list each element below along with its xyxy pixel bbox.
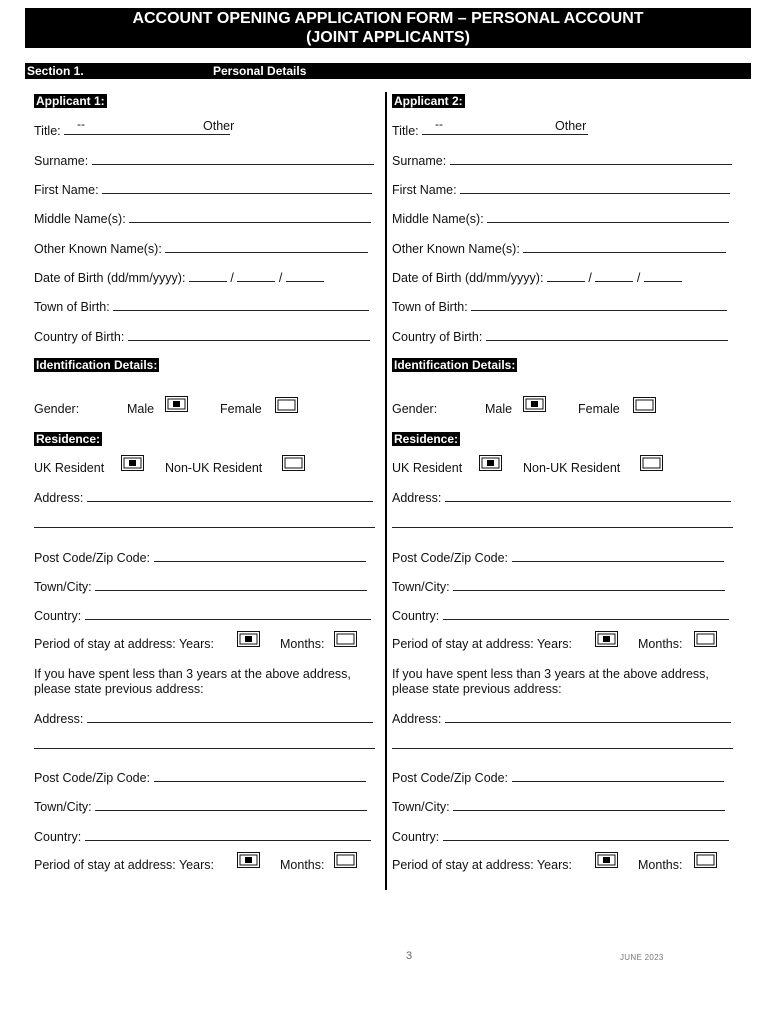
applicant-1-country-label: Country: <box>34 609 82 623</box>
applicant-2-prev-address-line-2[interactable] <box>392 748 733 749</box>
applicant-2-dob-dd-input[interactable] <box>547 270 585 282</box>
applicant-2-first-name-label: First Name: <box>392 183 457 197</box>
applicant-1-uk-resident-checkbox-mark <box>129 460 136 466</box>
applicant-1-title-other: Other <box>203 119 235 133</box>
applicant-1-postcode-input[interactable] <box>154 550 366 562</box>
applicant-2-town-birth-label: Town of Birth: <box>392 300 468 314</box>
applicant-1-prev-town-city-label: Town/City: <box>34 800 92 814</box>
applicant-1-first-name-field <box>34 182 372 198</box>
applicant-2-other-names-input[interactable] <box>523 241 726 253</box>
applicant-1-middle-names-input[interactable] <box>129 211 371 223</box>
applicant-1-prev-address-label: Address: <box>34 712 84 726</box>
applicant-2-prev-town-city-input[interactable] <box>453 799 725 811</box>
applicant-1-surname-field <box>34 153 374 169</box>
applicant-1-prev-address-input[interactable] <box>87 711 373 723</box>
applicant-2-surname-label: Surname: <box>392 154 447 168</box>
applicant-1-town-birth-field <box>34 299 369 315</box>
applicant-2-first-name-field <box>392 182 730 198</box>
applicant-2-country-birth-label: Country of Birth: <box>392 330 483 344</box>
applicant-2-gender-label: Gender: <box>392 402 438 416</box>
applicant-1-uk-resident-checkbox[interactable] <box>121 455 144 471</box>
applicant-1-middle-names-field <box>34 211 371 227</box>
applicant-1-prev-period-years-box[interactable] <box>237 852 260 868</box>
applicant-2-female-label: Female <box>578 402 620 416</box>
applicant-2-prev-country-field <box>392 829 729 845</box>
applicant-2-country-label: Country: <box>392 609 440 623</box>
applicant-1-column <box>34 0 384 1024</box>
applicant-2-town-city-label: Town/City: <box>392 580 450 594</box>
applicant-2-prev-period-years-box-mark <box>603 857 610 863</box>
applicant-2-address-line-2[interactable] <box>392 527 733 528</box>
applicant-1-town-city-input[interactable] <box>95 579 367 591</box>
column-divider <box>385 92 387 890</box>
applicant-2-prev-period-months-label: Months: <box>638 858 683 872</box>
applicant-2-prev-period-years-label: Period of stay at address: Years: <box>392 858 572 872</box>
applicant-1-period-years-box[interactable] <box>237 631 260 647</box>
applicant-2-uk-resident-label: UK Resident <box>392 461 463 475</box>
applicant-1-prev-period-years-box-mark <box>245 857 252 863</box>
applicant-1-prev-country-input[interactable] <box>85 829 371 841</box>
applicant-2-prev-address-field <box>392 711 731 727</box>
applicant-2-prev-town-city-label: Town/City: <box>392 800 450 814</box>
applicant-2-prev-period-years-box[interactable] <box>595 852 618 868</box>
applicant-2-surname-input[interactable] <box>450 153 732 165</box>
applicant-1-surname-label: Surname: <box>34 154 89 168</box>
applicant-1-dob-label: Date of Birth (dd/mm/yyyy): <box>34 271 186 285</box>
applicant-1-country-birth-field <box>34 329 370 345</box>
applicant-2-prev-town-city-field <box>392 799 725 815</box>
applicant-1-prev-country-label: Country: <box>34 830 82 844</box>
applicant-1-middle-names-label: Middle Name(s): <box>34 212 126 226</box>
applicant-2-prev-address-input[interactable] <box>445 711 731 723</box>
applicant-1-prev-period-months-box[interactable] <box>334 852 357 868</box>
applicant-2-postcode-label: Post Code/Zip Code: <box>392 551 509 565</box>
applicant-2-prev-address-label: Address: <box>392 712 442 726</box>
applicant-1-id-heading: Identification Details: <box>36 358 158 372</box>
applicant-2-town-birth-field <box>392 299 727 315</box>
applicant-1-other-names-field <box>34 241 368 257</box>
applicant-1-first-name-label: First Name: <box>34 183 99 197</box>
applicant-2-female-checkbox[interactable] <box>633 397 656 413</box>
applicant-1-uk-resident-label: UK Resident <box>34 461 105 475</box>
applicant-1-town-city-field <box>34 579 367 595</box>
applicant-1-period-years-box-mark <box>245 636 252 642</box>
applicant-2-address-field <box>392 490 731 506</box>
applicant-1-dob-mm-input[interactable] <box>237 270 275 282</box>
applicant-1-other-names-label: Other Known Name(s): <box>34 242 162 256</box>
applicant-1-prev-postcode-field <box>34 770 366 786</box>
applicant-1-prev-period-months-label: Months: <box>280 858 325 872</box>
applicant-1-period-years-label: Period of stay at address: Years: <box>34 637 214 651</box>
applicant-2-town-city-input[interactable] <box>453 579 725 591</box>
applicant-2-prev-country-label: Country: <box>392 830 440 844</box>
applicant-1-dob-field: Date of Birth (dd/mm/yyyy): / / <box>34 270 324 286</box>
applicant-2-id-heading: Identification Details: <box>394 358 516 372</box>
applicant-1-period-months-label: Months: <box>280 637 325 651</box>
applicant-2-prev-country-input[interactable] <box>443 829 729 841</box>
applicant-2-address-input[interactable] <box>445 490 731 502</box>
applicant-2-prev-postcode-label: Post Code/Zip Code: <box>392 771 509 785</box>
applicant-2-period-months-label: Months: <box>638 637 683 651</box>
applicant-1-other-names-input[interactable] <box>165 241 368 253</box>
applicant-1-address-label: Address: <box>34 491 84 505</box>
applicant-1-male-checkbox-mark <box>173 401 180 407</box>
applicant-2-uk-resident-checkbox[interactable] <box>479 455 502 471</box>
applicant-2-residence-heading: Residence: <box>394 432 459 446</box>
applicant-2-other-names-label: Other Known Name(s): <box>392 242 520 256</box>
applicant-1-postcode-field <box>34 550 366 566</box>
applicant-2-dob-field: Date of Birth (dd/mm/yyyy): / / <box>392 270 682 286</box>
applicant-1-country-birth-input[interactable] <box>128 329 370 341</box>
form-title-line1: ACCOUNT OPENING APPLICATION FORM – PERSONAL ACCOUNT <box>132 10 644 27</box>
applicant-2-column <box>392 0 742 1024</box>
applicant-1-period-months-box[interactable] <box>334 631 357 647</box>
applicant-2-non-uk-resident-label: Non-UK Resident <box>523 461 621 475</box>
applicant-2-dob-mm-input[interactable] <box>595 270 633 282</box>
applicant-2-dob-label: Date of Birth (dd/mm/yyyy): <box>392 271 544 285</box>
form-title-line2: (JOINT APPLICANTS) <box>306 29 470 46</box>
applicant-1-prev-address-line-2[interactable] <box>34 748 375 749</box>
applicant-2-period-years-box-mark <box>603 636 610 642</box>
applicant-2-surname-field <box>392 153 732 169</box>
applicant-1-prev-country-field <box>34 829 371 845</box>
applicant-2-other-names-field <box>392 241 726 257</box>
applicant-2-male-checkbox[interactable] <box>523 396 546 412</box>
applicant-1-town-birth-input[interactable] <box>113 299 369 311</box>
applicant-2-address-label: Address: <box>392 491 442 505</box>
applicant-2-period-years-box[interactable] <box>595 631 618 647</box>
applicant-1-non-uk-resident-label: Non-UK Resident <box>165 461 263 475</box>
applicant-2-prev-postcode-input[interactable] <box>512 770 724 782</box>
applicant-2-previous-address-note: If you have spent less than 3 years at the above address, please state previous address: <box>392 667 709 696</box>
applicant-1-male-checkbox[interactable] <box>165 396 188 412</box>
applicant-2-middle-names-field <box>392 211 729 227</box>
applicant-2-title-label: Title: <box>392 124 419 138</box>
applicant-2-period-months-box[interactable] <box>694 631 717 647</box>
applicant-2-town-city-field <box>392 579 725 595</box>
applicant-1-heading: Applicant 1: <box>36 94 105 108</box>
applicant-2-title-other: Other <box>555 119 587 133</box>
applicant-2-male-checkbox-mark <box>531 401 538 407</box>
applicant-2-dob-yyyy-input[interactable] <box>644 270 682 282</box>
applicant-2-postcode-input[interactable] <box>512 550 724 562</box>
applicant-2-postcode-field <box>392 550 724 566</box>
applicant-1-address-input[interactable] <box>87 490 373 502</box>
applicant-1-dob-yyyy-input[interactable] <box>286 270 324 282</box>
applicant-1-town-city-label: Town/City: <box>34 580 92 594</box>
applicant-1-address-field <box>34 490 373 506</box>
section-name: Personal Details <box>213 64 307 78</box>
applicant-2-period-years-label: Period of stay at address: Years: <box>392 637 572 651</box>
applicant-1-prev-town-city-field <box>34 799 367 815</box>
applicant-1-title-label: Title: <box>34 124 61 138</box>
applicant-1-dob-dd-input[interactable] <box>189 270 227 282</box>
applicant-2-middle-names-input[interactable] <box>487 211 729 223</box>
applicant-1-town-birth-label: Town of Birth: <box>34 300 110 314</box>
applicant-2-male-label: Male <box>485 402 513 416</box>
applicant-2-title-value: -- <box>435 117 443 131</box>
applicant-2-middle-names-label: Middle Name(s): <box>392 212 484 226</box>
applicant-1-title-field <box>34 123 230 139</box>
applicant-1-male-label: Male <box>127 402 155 416</box>
applicant-2-uk-resident-checkbox-mark <box>487 460 494 466</box>
applicant-1-female-label: Female <box>220 402 262 416</box>
applicant-2-country-field <box>392 608 729 624</box>
applicant-1-prev-address-field <box>34 711 373 727</box>
applicant-2-heading: Applicant 2: <box>394 94 463 108</box>
applicant-2-prev-period-months-box[interactable] <box>694 852 717 868</box>
applicant-1-prev-period-years-label: Period of stay at address: Years: <box>34 858 214 872</box>
applicant-2-country-input[interactable] <box>443 608 729 620</box>
applicant-1-surname-input[interactable] <box>92 153 374 165</box>
applicant-1-postcode-label: Post Code/Zip Code: <box>34 551 151 565</box>
applicant-1-non-uk-resident-checkbox[interactable] <box>282 455 305 471</box>
applicant-1-title-value: -- <box>77 117 85 131</box>
footer-date: JUNE 2023 <box>620 953 664 962</box>
page-number: 3 <box>406 950 413 962</box>
applicant-1-prev-postcode-input[interactable] <box>154 770 366 782</box>
applicant-1-first-name-input[interactable] <box>102 182 372 194</box>
applicant-1-prev-postcode-label: Post Code/Zip Code: <box>34 771 151 785</box>
applicant-1-prev-town-city-input[interactable] <box>95 799 367 811</box>
applicant-1-country-field <box>34 608 371 624</box>
applicant-1-country-birth-label: Country of Birth: <box>34 330 125 344</box>
applicant-2-country-birth-field <box>392 329 728 345</box>
applicant-2-country-birth-input[interactable] <box>486 329 728 341</box>
applicant-1-residence-heading: Residence: <box>36 432 101 446</box>
applicant-2-prev-postcode-field <box>392 770 724 786</box>
applicant-1-country-input[interactable] <box>85 608 371 620</box>
applicant-2-first-name-input[interactable] <box>460 182 730 194</box>
applicant-2-town-birth-input[interactable] <box>471 299 727 311</box>
applicant-2-non-uk-resident-checkbox[interactable] <box>640 455 663 471</box>
applicant-1-address-line-2[interactable] <box>34 527 375 528</box>
applicant-1-gender-label: Gender: <box>34 402 80 416</box>
applicant-1-previous-address-note: If you have spent less than 3 years at the above address, please state previous address: <box>34 667 351 696</box>
section-number: Section 1. <box>27 64 84 78</box>
applicant-1-female-checkbox[interactable] <box>275 397 298 413</box>
